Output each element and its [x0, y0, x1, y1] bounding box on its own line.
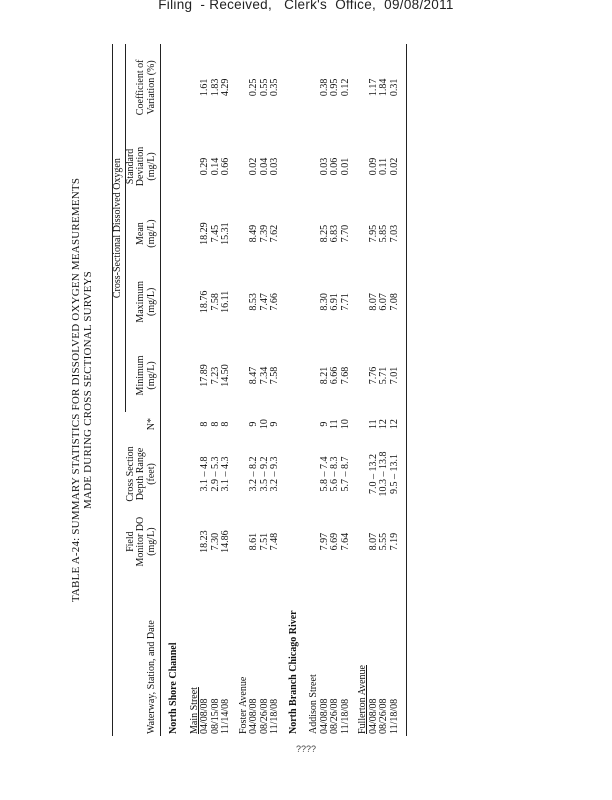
section-row	[281, 44, 303, 736]
station-row	[302, 44, 320, 736]
station-row	[351, 44, 369, 736]
cell-field: 7.64	[339, 532, 351, 551]
cell-date: 11/18/08	[339, 698, 351, 734]
cell-mean: 7.95	[367, 224, 379, 243]
col-header-max-l2: (mg/L)	[145, 287, 157, 316]
cell-sd: 0.03	[318, 157, 330, 176]
cell-n: 9	[318, 421, 330, 427]
cell-mean: 7.03	[388, 224, 400, 243]
cell-date: 04/08/08	[248, 698, 259, 734]
cell-date: 08/26/08	[258, 698, 270, 734]
cell-max: 16.11	[220, 290, 231, 313]
table-title-line1: TABLE A-24: SUMMARY STATISTICS FOR DISSOLVED OXYGEN MEASUREMENTS	[70, 177, 82, 603]
table-row	[260, 44, 271, 736]
bottom-rule	[406, 44, 407, 736]
cell-range: 3.1 – 4.8	[199, 456, 210, 492]
cell-n: 10	[339, 419, 351, 430]
cell-date: 08/15/08	[209, 698, 221, 734]
col-header-minimum	[125, 339, 161, 413]
cell-cv: 1.61	[199, 78, 210, 97]
cell-date: 08/26/08	[378, 698, 389, 734]
col-header-max-l1: Maximum	[135, 280, 146, 323]
cell-n: 11	[367, 419, 379, 429]
col-header-sd-l2: Deviation	[135, 146, 146, 187]
cell-cv: 1.83	[209, 78, 221, 97]
cell-sd: 0.04	[258, 157, 270, 176]
cell-cv: 4.29	[220, 78, 231, 97]
table-row	[320, 44, 331, 736]
cell-n: 8	[220, 421, 231, 427]
station-cell	[232, 44, 250, 736]
station-name: Addison Street	[308, 674, 319, 734]
cell-max: 7.66	[269, 293, 280, 311]
cell-field: 8.61	[248, 532, 259, 551]
col-header-n: N*	[145, 418, 157, 431]
cell-mean: 7.39	[258, 224, 270, 243]
col-header-cv-l1: Coefficient of	[135, 59, 146, 116]
col-header-cv	[125, 44, 161, 131]
cell-max: 6.91	[329, 293, 340, 311]
cell-date: 08/26/08	[329, 698, 340, 734]
cell-range: 3.2 – 8.2	[248, 456, 259, 492]
cell-field: 7.51	[258, 532, 270, 551]
col-header-mean-l2: (mg/L)	[145, 219, 157, 248]
cell-min: 6.66	[329, 366, 340, 385]
cell-n: 8	[209, 421, 221, 427]
do-summary-table	[113, 44, 400, 736]
col-header-cross-l2: Depth Range	[135, 447, 146, 501]
col-header-depth-range	[125, 436, 161, 512]
rotated-table-area	[70, 44, 530, 736]
page-footer: ????	[295, 744, 317, 754]
cell-max: 8.07	[367, 293, 379, 311]
cell-field: 7.19	[388, 532, 400, 551]
cell-sd: 0.09	[367, 157, 379, 176]
cell-min: 7.68	[339, 366, 351, 385]
col-header-mean-l1: Mean	[135, 222, 146, 245]
table-row	[221, 44, 232, 736]
col-header-cv-l2: Variation (%)	[145, 60, 157, 115]
section-name: North Branch Chicago River	[287, 610, 299, 734]
table-title	[70, 44, 94, 736]
station-cell	[183, 44, 201, 736]
cell-date: 11/14/08	[220, 698, 231, 734]
table-row	[379, 44, 390, 736]
cell-cv: 0.25	[248, 78, 259, 97]
cell-field: 8.07	[367, 532, 379, 551]
cell-field: 6.69	[329, 532, 340, 551]
section-row	[161, 44, 183, 736]
col-header-field-l2: Monitor DO	[135, 516, 146, 567]
col-header-field-monitor	[125, 512, 161, 572]
cell-cv: 0.95	[329, 78, 340, 97]
cell-range: 3.1 – 4.3	[220, 456, 231, 492]
cell-mean: 7.70	[339, 224, 351, 243]
cell-cv: 0.38	[318, 78, 330, 97]
cell-max: 7.58	[209, 293, 221, 311]
table-row	[369, 44, 380, 736]
col-header-mean	[125, 202, 161, 265]
filing-header: Filing - Received, Clerk's Office, 09/08/2011	[158, 0, 454, 12]
cell-mean: 18.29	[199, 222, 210, 245]
col-header-min-l1: Minimum	[135, 355, 146, 396]
station-name: Fullerton Avenue	[357, 665, 368, 734]
cell-mean: 5.85	[378, 224, 389, 243]
station-cell	[302, 44, 320, 736]
cell-cv: 0.35	[269, 78, 280, 97]
cell-field: 7.30	[209, 532, 221, 551]
col-header-min-l2: (mg/L)	[145, 361, 157, 390]
cell-range: 3.2 – 9.3	[269, 456, 280, 492]
cell-sd: 0.11	[378, 157, 389, 176]
cell-max: 8.53	[248, 293, 259, 311]
cell-n: 9	[269, 421, 280, 427]
cell-range: 3.5 – 9.2	[258, 456, 270, 492]
table-row	[200, 44, 211, 736]
station-name: Main Street	[188, 687, 200, 734]
cell-sd: 0.66	[220, 157, 231, 176]
station-cell	[351, 44, 369, 736]
cell-field: 5.55	[378, 532, 389, 551]
cell-min: 7.01	[388, 366, 400, 385]
col-header-maximum	[125, 265, 161, 339]
rotated-page	[70, 44, 530, 736]
cell-max: 8.30	[318, 293, 330, 311]
cell-mean: 8.25	[318, 224, 330, 243]
section-name: North Shore Channel	[168, 642, 179, 734]
cell-range: 5.6 – 8.3	[329, 456, 340, 492]
cell-cv: 0.31	[388, 78, 400, 97]
group-header-cross-sectional-do: Cross-Sectional Dissolved Oxygen	[113, 44, 125, 412]
cell-max: 7.47	[258, 293, 270, 311]
blank-header	[113, 412, 125, 736]
cell-max: 6.07	[378, 293, 389, 311]
cell-min: 5.71	[378, 366, 389, 385]
col-header-waterway: Waterway, Station, and Date	[145, 620, 157, 734]
cell-range: 5.8 – 7.4	[318, 456, 330, 492]
cell-cv: 1.17	[367, 78, 379, 97]
cell-n: 8	[199, 421, 210, 427]
table-row	[270, 44, 281, 736]
station-row	[183, 44, 201, 736]
cell-date: 11/18/08	[269, 698, 280, 734]
col-header-sd-l1: Standard	[124, 148, 136, 185]
cell-n: 12	[378, 419, 389, 430]
cell-date: 04/08/08	[199, 698, 210, 734]
cell-sd: 0.14	[209, 157, 221, 176]
col-header-field-l1: Field	[124, 531, 136, 552]
cell-cv: 0.55	[258, 78, 270, 97]
cell-range: 9.5 – 13.1	[388, 453, 400, 494]
cell-range: 2.9 – 5.3	[209, 456, 221, 492]
cell-sd: 0.03	[269, 157, 280, 176]
cell-n: 12	[388, 419, 400, 430]
col-header-cross-l3: (feet)	[145, 463, 157, 485]
col-header-std-dev	[125, 131, 161, 202]
cell-max: 7.08	[388, 293, 400, 311]
table-row	[341, 44, 352, 736]
cell-mean: 8.49	[248, 224, 259, 243]
cell-max: 18.76	[199, 290, 210, 314]
station-row	[232, 44, 250, 736]
col-header-cross-l1: Cross Section	[124, 446, 136, 502]
table-row	[330, 44, 341, 736]
cell-n: 9	[248, 421, 259, 427]
cell-date: 11/18/08	[388, 698, 400, 734]
cell-mean: 6.83	[329, 224, 340, 243]
cell-sd: 0.06	[329, 157, 340, 176]
cell-sd: 0.01	[339, 157, 351, 176]
cell-date: 04/08/08	[318, 698, 330, 734]
table-row	[249, 44, 260, 736]
cell-field: 7.97	[318, 532, 330, 551]
cell-field: 18.23	[199, 530, 210, 553]
cell-date: 04/08/08	[367, 698, 379, 734]
cell-mean: 7.45	[209, 224, 221, 243]
table-body	[161, 44, 400, 736]
cell-min: 7.58	[269, 366, 280, 385]
table-row	[390, 44, 401, 736]
cell-range: 7.0 – 13.2	[367, 453, 379, 494]
table-title-line2: MADE DURING CROSS SECTIONAL SURVEYS	[82, 271, 94, 509]
col-header-sd-l3: (mg/L)	[145, 152, 157, 181]
cell-min: 17.89	[199, 364, 210, 387]
cell-field: 7.48	[269, 532, 280, 551]
cell-range: 5.7 – 8.7	[339, 456, 351, 492]
cell-n: 11	[329, 419, 340, 429]
table-row	[211, 44, 222, 736]
cell-min: 7.34	[258, 366, 270, 385]
cell-sd: 0.02	[248, 157, 259, 176]
cell-mean: 15.31	[220, 222, 231, 245]
cell-cv: 1.84	[378, 78, 389, 97]
cell-min: 14.50	[220, 364, 231, 387]
station-name: Foster Avenue	[237, 676, 249, 734]
cell-cv: 0.12	[339, 78, 351, 97]
cell-min: 8.47	[248, 366, 259, 385]
cell-mean: 7.62	[269, 224, 280, 243]
cell-min: 7.76	[367, 366, 379, 385]
cell-n: 10	[258, 419, 270, 430]
col-header-field-l3: (mg/L)	[145, 527, 157, 556]
cell-sd: 0.29	[199, 157, 210, 176]
cell-range: 10.3 – 13.8	[378, 451, 389, 497]
cell-min: 8.21	[318, 366, 330, 385]
table-frame	[112, 44, 407, 736]
cell-min: 7.23	[209, 366, 221, 385]
cell-field: 14.86	[220, 530, 231, 553]
cell-sd: 0.02	[388, 157, 400, 176]
cell-max: 7.71	[339, 293, 351, 311]
